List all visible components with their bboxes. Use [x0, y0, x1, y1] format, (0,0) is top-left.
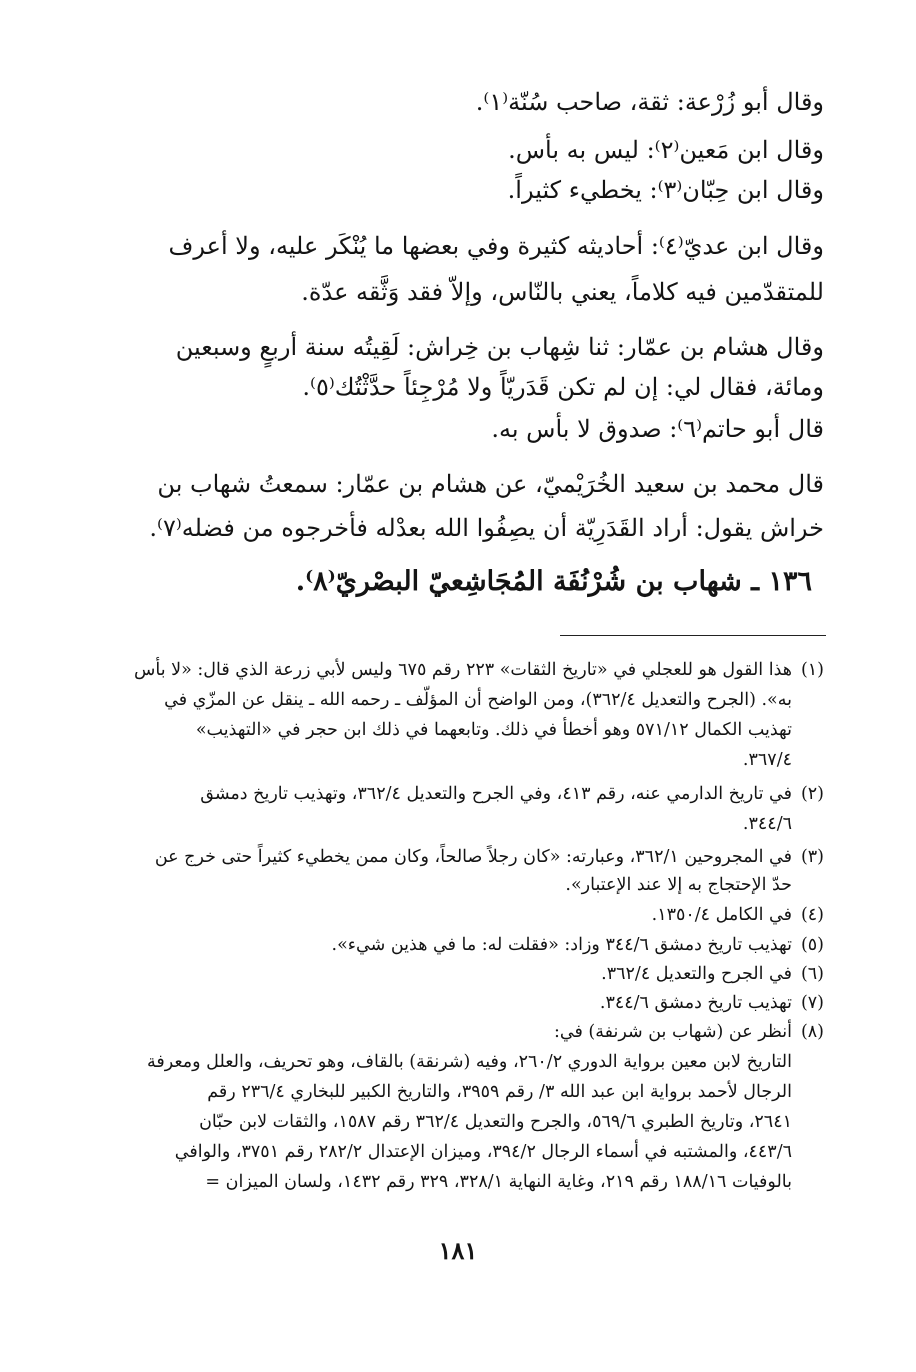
footnote-line: التاريخ لابن معين برواية الدوري ٢٦٠/٢، وفيه (شرنقة) بالقاف، وهو تحريف، والعلل ومعرفة — [146, 1052, 792, 1072]
footnote-line: تهذيب تاريخ دمشق ٣٤٤/٦. — [599, 993, 792, 1013]
body-line: وقال ابن مَعين⁽٢⁾: ليس به بأس. — [508, 136, 824, 164]
footnote-line: ٣٤٤/٦. — [742, 814, 792, 834]
footnote-number: (٥) — [800, 935, 824, 955]
footnote-separator — [560, 635, 826, 636]
footnote-line: في تاريخ الدارمي عنه، رقم ٤١٣، وفي الجرح والتعديل ٣٦٢/٤، وتهذيب تاريخ دمشق — [200, 784, 792, 804]
footnote-line: حدّ الإحتجاج به إلا عند الإعتبار». — [565, 875, 792, 895]
page-number: ١٨١ — [438, 1236, 478, 1265]
footnote-line: هذا القول هو للعجلي في «تاريخ الثقات» ٢٢٣ رقم ٦٧٥ وليس لأبي زرعة الذي قال: «لا بأس — [134, 660, 792, 680]
footnote-line: ٣٦٧/٤. — [742, 750, 792, 770]
footnote-number: (٢) — [800, 784, 824, 804]
body-line: وقال هشام بن عمّار: ثنا شِهاب بن خِراش: لَقِيتُه سنة أربعٍ وسبعين — [175, 333, 824, 361]
entry-heading: ١٣٦ ـ شهاب بن شُرْنُفَة المُجَاشِعيّ البصْريّ⁽٨⁾. — [295, 566, 812, 597]
footnote-number: (٤) — [800, 905, 824, 925]
body-line: للمتقدّمين فيه كلاماً، يعني بالنّاس، وإلاّ فقد وَثَّقه عدّة. — [301, 278, 824, 306]
footnote-line: في الكامل ١٣٥٠/٤. — [651, 905, 792, 925]
footnote-line: بالوفيات ١٨٨/١٦ رقم ٢١٩، وغاية النهاية ٣٢٨/١، ٣٢٩ رقم ١٤٣٢، ولسان الميزان = — [205, 1172, 792, 1192]
footnote-number: (٣) — [800, 847, 824, 867]
body-line: وقال ابن حِبّان⁽٣⁾: يخطيء كثيراً. — [507, 176, 824, 204]
footnote-number: (٨) — [800, 1022, 824, 1042]
body-line: ومائة، فقال لي: إن لم تكن قَدَريّاً ولا مُرْجِئاً حدَّثْتُك⁽٥⁾. — [302, 373, 824, 401]
body-line: وقال أبو زُرْعة: ثقة، صاحب سُنّة⁽١⁾. — [475, 88, 824, 116]
footnote-line: الرجال لأحمد برواية ابن عبد الله ٣/ رقم ٣٩٥٩، والتاريخ الكبير للبخاري ٢٣٦/٤ رقم — [207, 1082, 792, 1102]
footnote-line: ٤٤٣/٦، والمشتبه في أسماء الرجال ٣٩٤/٢، وميزان الإعتدال ٢٨٢/٢ رقم ٣٧٥١، والوافي — [174, 1142, 792, 1162]
footnote-line: به». (الجرح والتعديل ٣٦٢/٤)، ومن الواضح أن المؤلّف ـ رحمه الله ـ ينقل عن المزّي في — [164, 690, 792, 710]
body-line: قال أبو حاتم⁽٦⁾: صدوق لا بأس به. — [491, 415, 824, 443]
footnote-line: أنظر عن (شهاب بن شرنفة) في: — [554, 1022, 792, 1042]
footnote-number: (١) — [800, 660, 824, 680]
footnote-line: في الجرح والتعديل ٣٦٢/٤. — [601, 964, 792, 984]
body-line: قال محمد بن سعيد الخُرَيْميّ، عن هشام بن عمّار: سمعتُ شهاب بن — [157, 470, 824, 498]
body-line: خراش يقول: أراد القَدَرِيّة أن يصِفُوا الله بعدْله فأخرجوه من فضله⁽٧⁾. — [149, 514, 824, 542]
body-line: وقال ابن عديّ⁽٤⁾: أحاديثه كثيرة وفي بعضها ما يُنْكَر عليه، ولا أعرف — [168, 232, 824, 260]
footnote-line: تهذيب تاريخ دمشق ٣٤٤/٦ وزاد: «فقلت له: ما في هذين شيء». — [331, 935, 792, 955]
footnote-line: تهذيب الكمال ٥٧١/١٢ وهو أخطأ في ذلك. وتابعهما في ذلك ابن حجر في «التهذيب» — [195, 720, 792, 740]
footnote-line: في المجروحين ٣٦٢/١، وعبارته: «كان رجلاً صالحاً، وكان ممن يخطيء كثيراً حتى خرج عن — [154, 847, 792, 867]
footnote-line: ٢٦٤١، وتاريخ الطبري ٥٦٩/٦، والجرح والتعديل ٣٦٢/٤ رقم ١٥٨٧، والثقات لابن حبّان — [199, 1112, 792, 1132]
footnote-number: (٦) — [800, 964, 824, 984]
footnote-number: (٧) — [800, 993, 824, 1013]
